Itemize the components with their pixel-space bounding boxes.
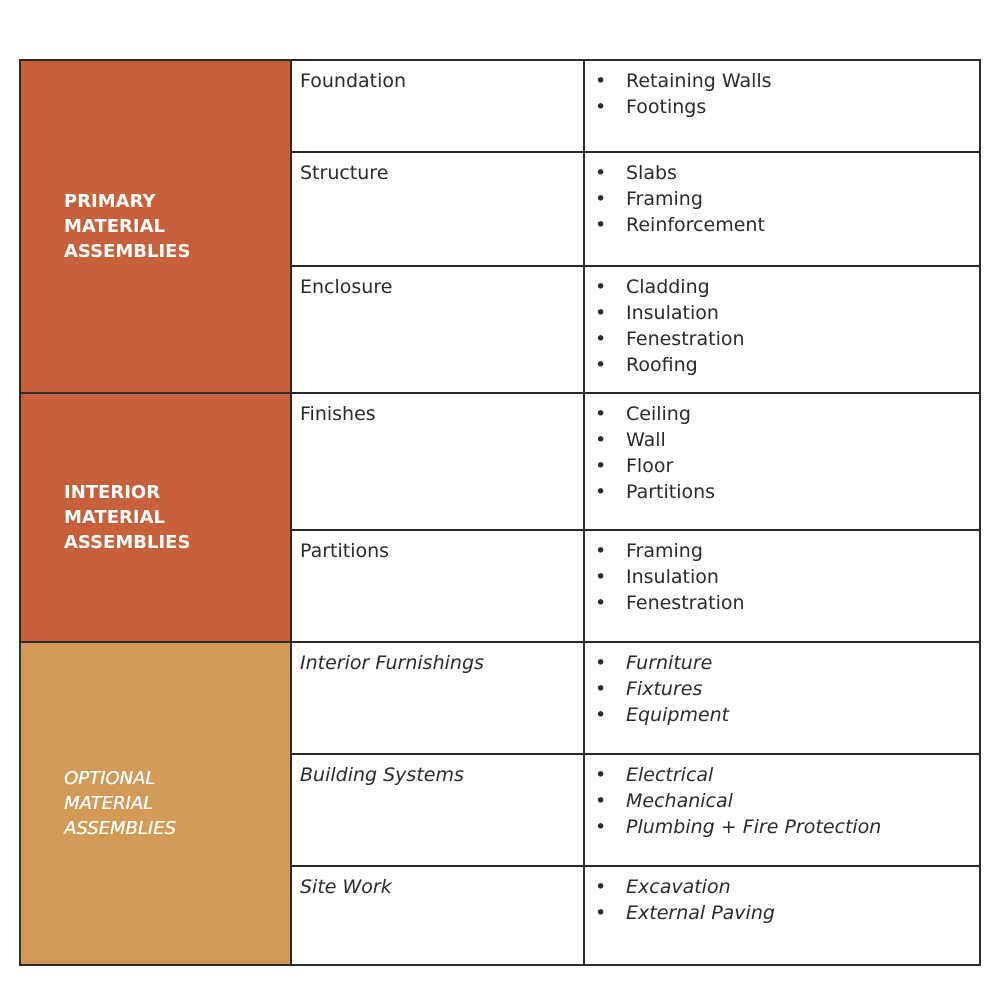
items-list — [593, 401, 979, 505]
list-item: • Wall — [593, 427, 979, 453]
list-item: • Fenestration — [593, 326, 979, 352]
table-row — [20, 642, 980, 754]
list-item: • External Paving — [593, 900, 979, 926]
group-label-interior: INTERIOR MATERIAL ASSEMBLIES — [64, 482, 191, 553]
list-item: • Electrical — [593, 762, 979, 788]
list-item: • Reinforcement — [593, 212, 979, 238]
category-cell: Building Systems — [291, 754, 584, 866]
items-cell — [584, 866, 980, 965]
items-cell — [584, 754, 980, 866]
items-list — [593, 160, 979, 238]
list-item: • Cladding — [593, 274, 979, 300]
items-cell — [584, 642, 980, 754]
items-list — [593, 762, 979, 840]
list-item: • Framing — [593, 538, 979, 564]
items-cell — [584, 152, 980, 266]
category-cell: Finishes — [291, 393, 584, 530]
list-item: • Insulation — [593, 300, 979, 326]
list-item: • Footings — [593, 94, 979, 120]
list-item: • Excavation — [593, 874, 979, 900]
list-item: • Framing — [593, 186, 979, 212]
items-list — [593, 68, 979, 120]
list-item: • Equipment — [593, 702, 979, 728]
items-cell — [584, 60, 980, 152]
group-cell-interior — [20, 393, 291, 642]
list-item: • Insulation — [593, 564, 979, 590]
items-cell — [584, 266, 980, 393]
list-item: • Slabs — [593, 160, 979, 186]
group-label-primary: PRIMARY MATERIAL ASSEMBLIES — [64, 191, 191, 262]
group-label-optional: OPTIONAL MATERIAL ASSEMBLIES — [64, 768, 176, 839]
list-item: • Ceiling — [593, 401, 979, 427]
items-list — [593, 650, 979, 728]
list-item: • Plumbing + Fire Protection — [593, 814, 979, 840]
items-list — [593, 874, 979, 926]
category-cell: Site Work — [291, 866, 584, 965]
list-item: • Mechanical — [593, 788, 979, 814]
items-cell — [584, 393, 980, 530]
list-item: • Retaining Walls — [593, 68, 979, 94]
category-cell: Partitions — [291, 530, 584, 642]
list-item: • Furniture — [593, 650, 979, 676]
list-item: • Floor — [593, 453, 979, 479]
category-cell: Interior Furnishings — [291, 642, 584, 754]
items-list — [593, 538, 979, 616]
items-list — [593, 274, 979, 378]
list-item: • Partitions — [593, 479, 979, 505]
list-item: • Roofing — [593, 352, 979, 378]
list-item: • Fenestration — [593, 590, 979, 616]
group-cell-optional — [20, 642, 291, 965]
table-row — [20, 393, 980, 530]
category-cell: Foundation — [291, 60, 584, 152]
list-item: • Fixtures — [593, 676, 979, 702]
table-row — [20, 60, 980, 152]
assemblies-table — [19, 59, 981, 966]
category-cell: Enclosure — [291, 266, 584, 393]
group-cell-primary — [20, 60, 291, 393]
items-cell — [584, 530, 980, 642]
category-cell: Structure — [291, 152, 584, 266]
